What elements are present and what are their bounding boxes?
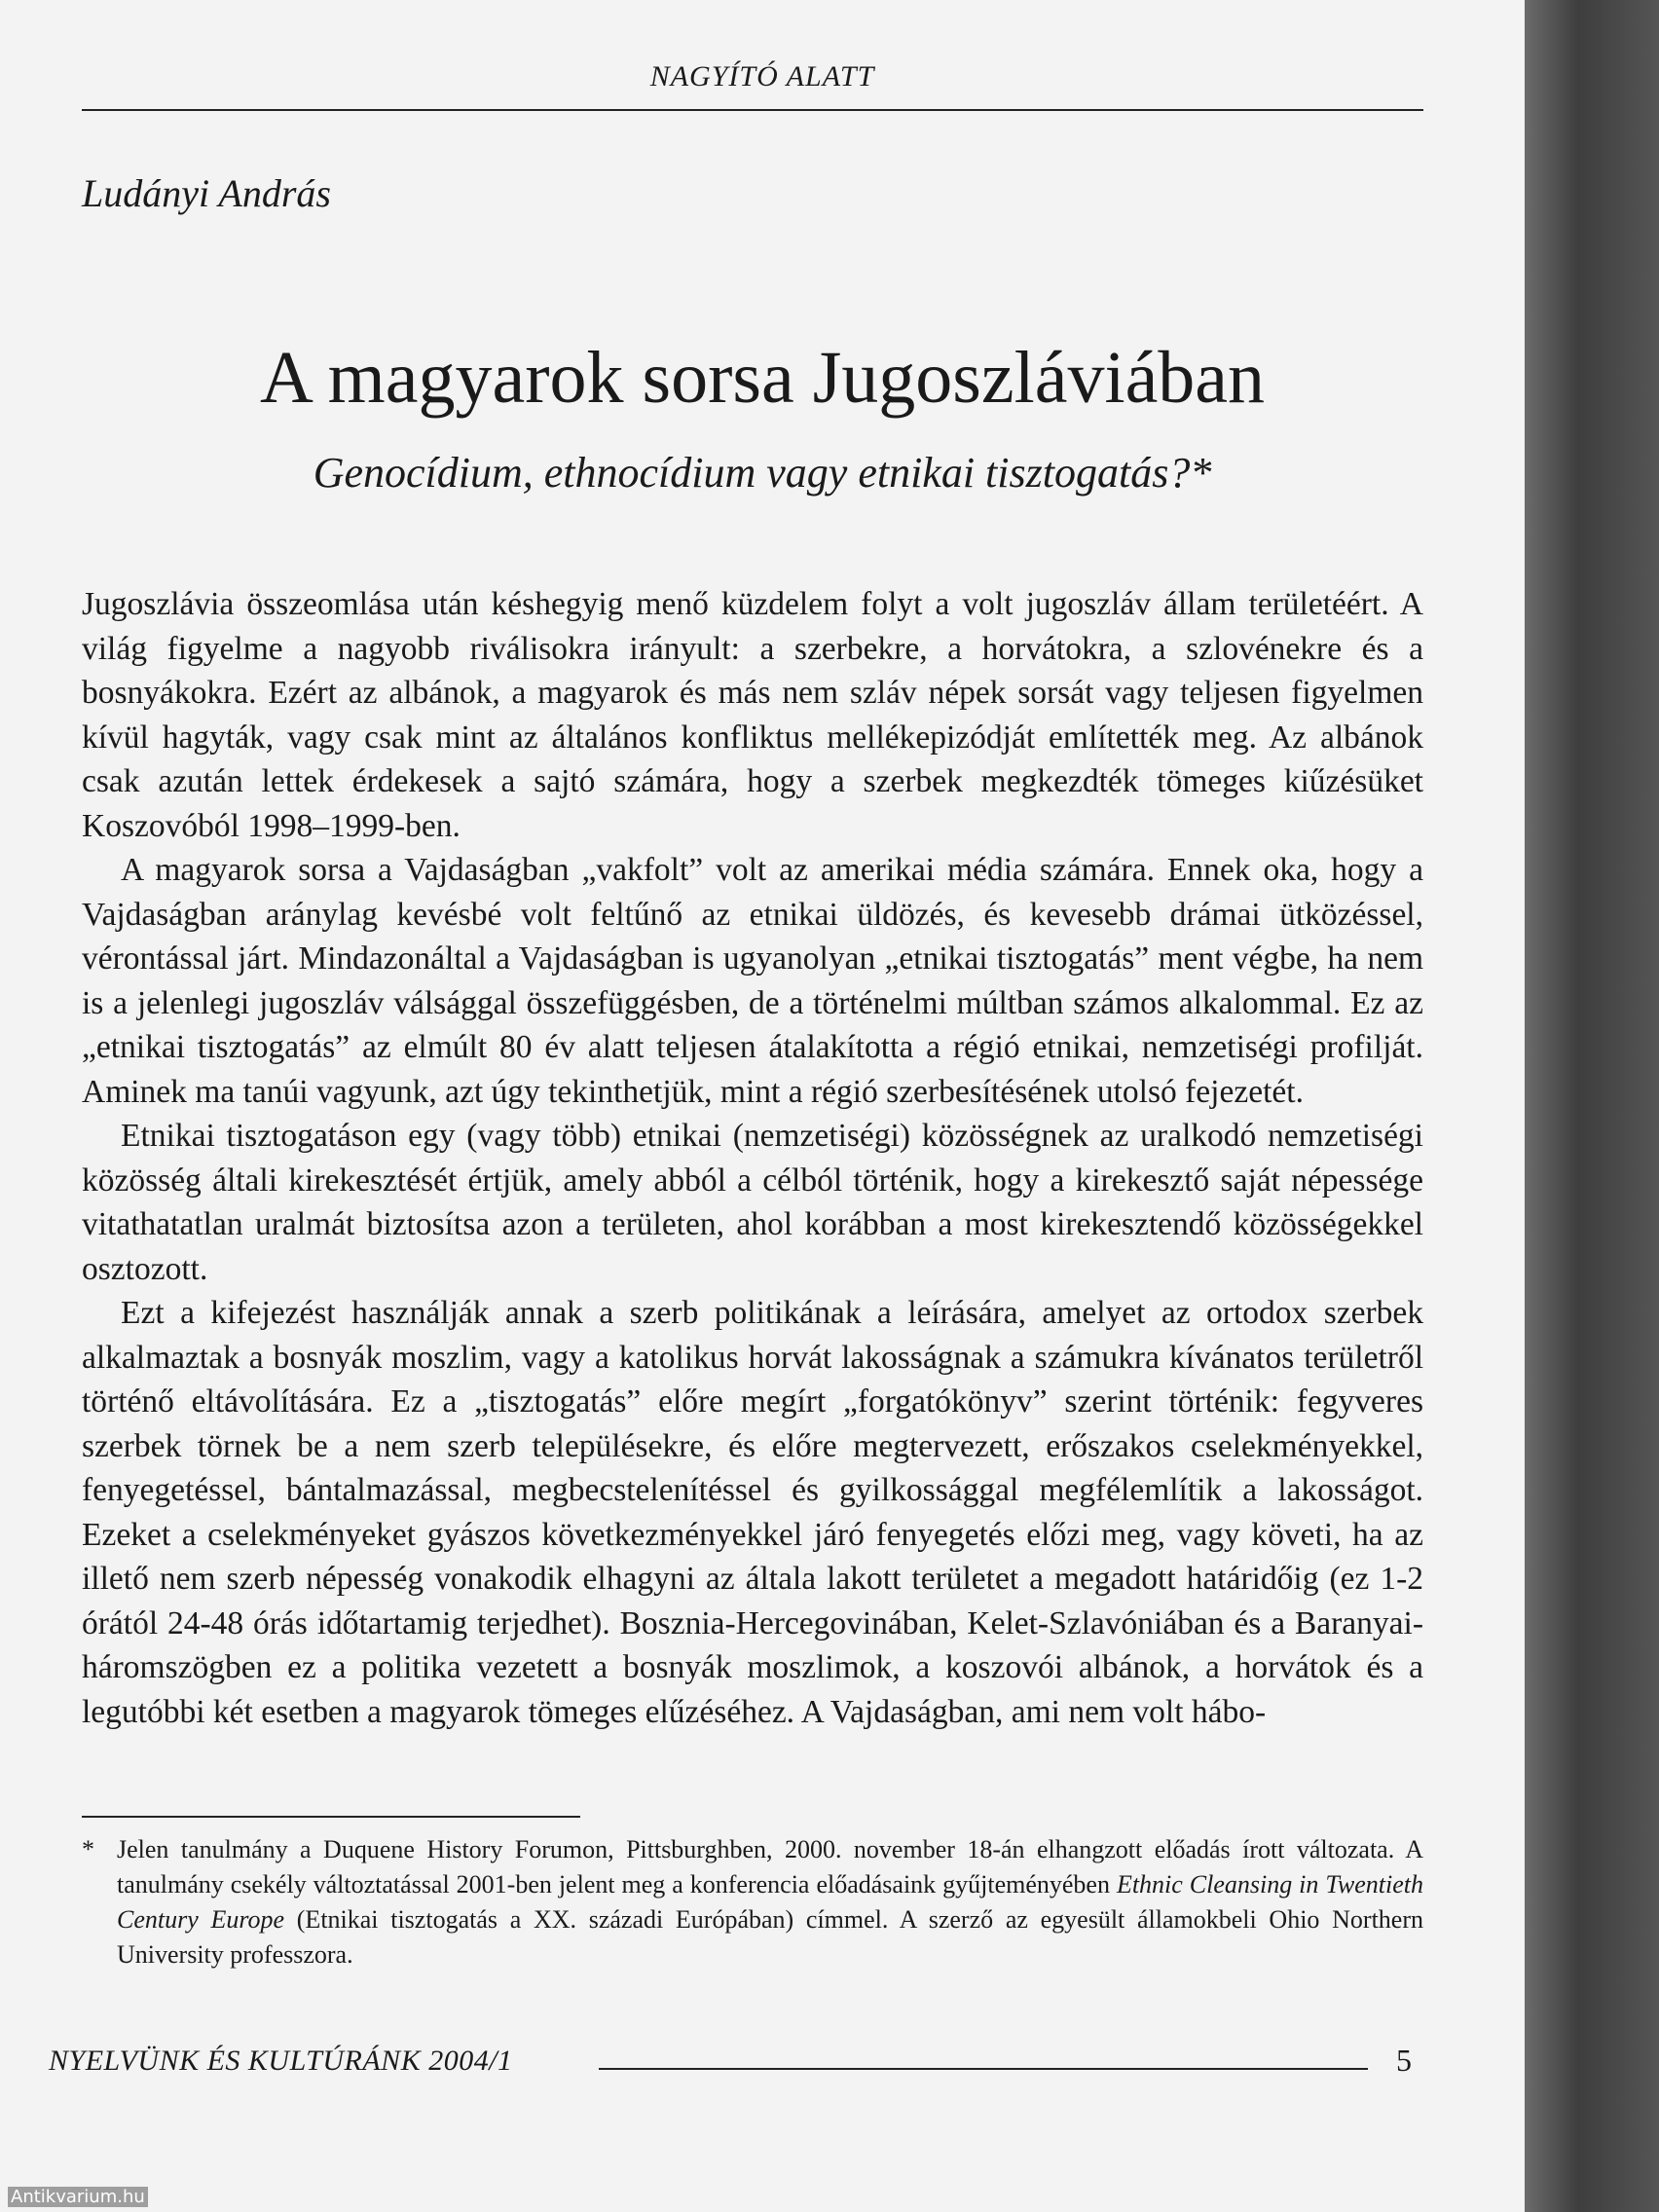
- footnote-mark: *: [82, 1835, 94, 1863]
- article-subtitle: Genocídium, ethnocídium vagy etnikai tisztogatás?*: [313, 449, 1212, 497]
- footnote-text-after: (Etnikai tisztogatás a XX. századi Európában) címmel. A szerző az egyesült államokbeli Ohio Northern University professzora.: [117, 1905, 1423, 1969]
- article-title: A magyarok sorsa Jugoszláviában: [259, 337, 1266, 419]
- watermark: Antikvarium.hu: [8, 2187, 148, 2207]
- running-head: NAGYÍTÓ ALATT: [649, 60, 875, 92]
- body-paragraph-3: Etnikai tisztogatáson egy (vagy több) etnikai (nemzetiségi) közösségnek az uralkodó nemzetiségi közösség általi kirekesztését értjük, amely abból a célból történik, hogy a kirekesztő saját népessége vitathatatlan uralmát biztosítsa azon a területen, ahol korábban a most kirekesztendő közösségekkel osztozott.: [82, 1118, 1423, 1287]
- article-body: [82, 582, 1423, 1734]
- footer-rule: [599, 2068, 1368, 2070]
- footnote-text: [117, 1832, 1423, 1972]
- header-rule: [82, 109, 1423, 111]
- footnote: [82, 1832, 1423, 1972]
- journal-name: NYELVÜNK ÉS KULTÚRÁNK 2004/1: [49, 2045, 513, 2077]
- footnote-italic-title: Ethnic Cleansing in Twentieth Century Europe: [117, 1870, 1423, 1934]
- body-paragraph-1: Jugoszlávia összeomlása után késhegyig menő küzdelem folyt a volt jugoszláv állam területéért. A világ figyelme a nagyobb riválisokra irányult: a szerbekre, a horvátokra, a szlovénekre és a bosnyákokra. Ezért az albánok, a magyarok és más nem szláv népek sorsát vagy teljesen figyelmen kívül hagyták, vagy csak mint az általános konfliktus mellékepizódját említették meg. Az albánok csak azután lettek érdekesek a sajtó számára, hogy a szerbek megkezdték tömeges kiűzésüket Koszovóból 1998–1999-ben.: [82, 586, 1423, 844]
- article-author: Ludányi András: [82, 171, 331, 215]
- page-footer: [49, 2045, 1431, 2093]
- page-number: 5: [1396, 2043, 1412, 2078]
- footnote-rule: [82, 1816, 580, 1818]
- footnote-text-before: Jelen tanulmány a Duquene History Forumon, Pittsburghben, 2000. november 18-án elhangzott előadás írott változata. A tanulmány csekély változtatással 2001-ben jelent meg a konferencia előadásaink gyűjteményében: [117, 1835, 1423, 1899]
- body-paragraph-4: Ezt a kifejezést használják annak a szerb politikának a leírására, amelyet az ortodox szerbek alkalmaztak a bosnyák moszlim, vagy a katolikus horvát lakosságnak a számukra kívánatos területről történő eltávolítására. Ez a „tisztogatás” előre megírt „forgatókönyv” szerint történik: fegyveres szerbek törnek be a nem szerb településekre, és előre megtervezett, erőszakos cselekményekkel, fenyegetéssel, bántalmazással, megbecstelenítéssel és gyilkossággal megfélemlítik a lakosságot. Ezeket a cselekményeket gyászos következményekkel járó fenyegetés előzi meg, vagy követi, ha az illető nem szerb népesség vonakodik elhagyni az általa lakott területet a megadott határidőig (ez 1-2 órától 24-48 órás időtartamig terjedhet). Bosznia-Hercegovinában, Kelet-Szlavóniában és a Baranyai-háromszögben ez a politika vezetett a bosnyák moszlimok, a koszovói albánok, a horvátok és a legutóbbi két esetben a magyarok tömeges elűzéséhez. A Vajdaságban, ami nem volt hábo-: [82, 1295, 1423, 1730]
- body-paragraph-2: A magyarok sorsa a Vajdaságban „vakfolt” volt az amerikai média számára. Ennek oka, hogy a Vajdaságban aránylag kevésbé volt feltűnő az etnikai üldözés, és kevesebb drámai ütközéssel, vérontással járt. Mindazonáltal a Vajdaságban is ugyanolyan „etnikai tisztogatás” ment végbe, ha nem is a jelenlegi jugoszláv válsággal összefüggésben, de a történelmi múltban számos alkalommal. Ez az „etnikai tisztogatás” az elmúlt 80 év alatt teljesen átalakította a régió etnikai, nemzetiségi profilját. Aminek ma tanúi vagyunk, azt úgy tekinthetjük, mint a régió szerbesítésének utolsó fejezetét.: [82, 852, 1423, 1110]
- facing-page-edge: [1525, 0, 1659, 2212]
